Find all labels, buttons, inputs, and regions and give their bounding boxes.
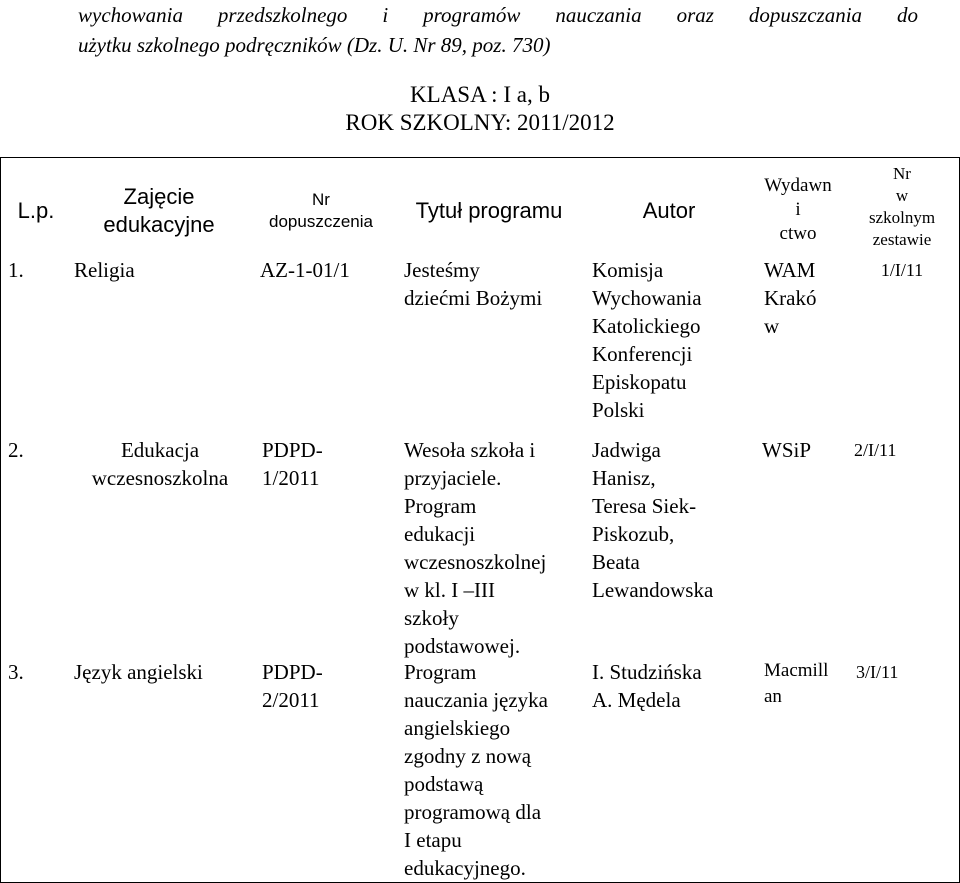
row-1-lp: 1. bbox=[8, 258, 24, 282]
row-3-wydawnictwo: Macmill an bbox=[764, 660, 829, 707]
class-heading: KLASA : I a, b bbox=[410, 82, 550, 107]
row-3-lp: 3. bbox=[8, 660, 24, 684]
table-left-border bbox=[0, 157, 1, 883]
row-1-wydawnictwo: WAM Krakó w bbox=[764, 258, 817, 338]
row-3-nr: PDPD- 2/2011 bbox=[262, 660, 323, 712]
row-2-autor: Jadwiga Hanisz, Teresa Siek- Piskozub, Beata Lewandowska bbox=[592, 438, 714, 602]
header-autor: Autor bbox=[642, 198, 696, 223]
header-wydawnictwo: Wydawn i ctwo bbox=[764, 175, 832, 244]
intro-line-1: wychowania przedszkolnego i programów nauczania oraz dopuszczania do bbox=[78, 3, 918, 27]
row-1-zajecie: Religia bbox=[74, 258, 135, 282]
row-2-nr-zestawie: 2/I/11 bbox=[854, 440, 897, 460]
header-tytul: Tytuł programu bbox=[415, 198, 563, 223]
intro-line-2: użytku szkolnego podręczników (Dz. U. Nr 89, poz. 730) bbox=[78, 33, 551, 57]
row-3-autor: I. Studzińska A. Mędela bbox=[592, 660, 702, 712]
header-nr-dopuszczenia: Nr dopuszczenia bbox=[269, 190, 373, 231]
row-2-wydawnictwo: WSiP bbox=[762, 438, 812, 462]
header-lp: L.p. bbox=[17, 198, 55, 223]
header-nr-zestawie: Nr w szkolnym zestawie bbox=[868, 164, 936, 249]
row-1-nr-zestawie: 1/I/11 bbox=[880, 260, 924, 280]
row-1-nr: AZ-1-01/1 bbox=[260, 258, 350, 282]
table-top-border bbox=[0, 157, 960, 158]
row-3-nr-zestawie: 3/I/11 bbox=[856, 662, 899, 682]
row-3-tytul: Program nauczania języka angielskiego zgodny z nową podstawą programową dla I etapu edukacyjnego. bbox=[404, 660, 548, 880]
row-2-tytul: Wesoła szkoła i przyjaciele. Program edukacji wczesnoszkolnej w kl. I –III szkoły podstawowej. bbox=[404, 438, 547, 658]
header-zajecie: Zajęcie edukacyjne bbox=[103, 184, 215, 237]
row-1-tytul: Jesteśmy dziećmi Bożymi bbox=[404, 258, 543, 310]
row-2-zajecie: Edukacja wczesnoszkolna bbox=[91, 438, 229, 490]
school-year-heading: ROK SZKOLNY: 2011/2012 bbox=[345, 110, 615, 135]
row-3-zajecie: Język angielski bbox=[74, 660, 203, 684]
row-1-autor: Komisja Wychowania Katolickiego Konferencji Episkopatu Polski bbox=[592, 258, 702, 422]
row-2-lp: 2. bbox=[8, 438, 24, 462]
row-2-nr: PDPD- 1/2011 bbox=[262, 438, 323, 490]
